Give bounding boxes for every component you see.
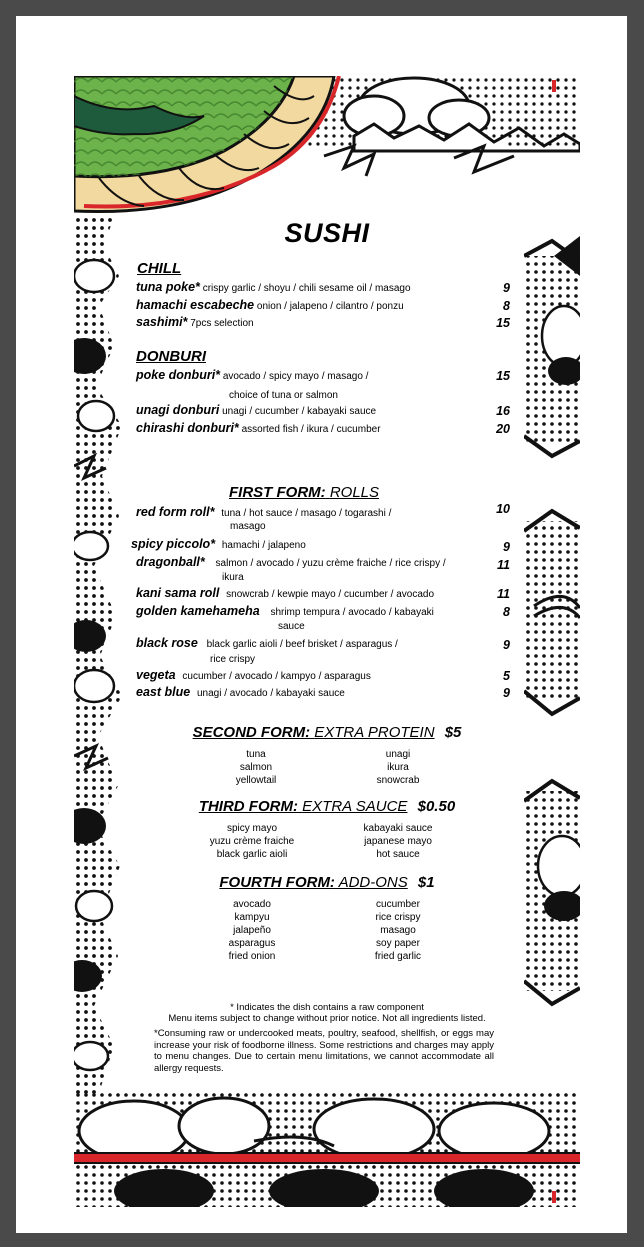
list-item: soy paper [376, 938, 420, 949]
item-price: 8 [503, 299, 510, 313]
list-item [136, 369, 368, 383]
heading-light: ROLLS [329, 484, 380, 501]
item-name: spicy piccolo* [131, 537, 216, 551]
menu-page [74, 76, 580, 1207]
section-heading-extra-protein [74, 724, 580, 741]
list-item: unagi [385, 749, 411, 760]
item-price: 9 [503, 686, 510, 700]
item-name: black rose [136, 636, 198, 650]
item-desc: shrimp tempura / avocado / kabayaki [270, 607, 434, 618]
option-list-right [328, 748, 468, 787]
list-item [136, 556, 446, 570]
item-name: red form roll* [136, 505, 215, 519]
item-price: 11 [497, 558, 510, 572]
list-item: spicy mayo [226, 823, 277, 834]
list-item: masago [380, 925, 416, 936]
raw-component-note: * Indicates the dish contains a raw component [230, 1002, 424, 1013]
option-list-right [328, 898, 468, 963]
left-border-decoration [74, 216, 129, 1096]
item-name: poke donburi* [136, 368, 221, 382]
item-price: 5 [503, 669, 510, 683]
heading-bold: FOURTH FORM: [219, 874, 335, 891]
section-heading-extra-sauce [74, 798, 580, 815]
item-price: 9 [503, 281, 510, 295]
item-desc: cucumber / avocado / kampyo / asparagus [182, 671, 371, 682]
list-item: black garlic aioli [216, 849, 288, 860]
item-name: east blue [136, 685, 191, 699]
heading-light [298, 798, 407, 815]
heading-light-text: ADD-ONS [338, 874, 408, 891]
heading-bold: THIRD FORM: [198, 798, 298, 815]
item-name: hamachi escabeche [136, 298, 255, 312]
item-desc: tuna / hot sauce / masago / togarashi / [221, 508, 392, 519]
item-name: golden kamehameha [136, 604, 260, 618]
item-price: 9 [503, 540, 510, 554]
item-desc: 7pcs selection [190, 318, 254, 329]
list-item [136, 422, 381, 436]
page-title: SUSHI [284, 218, 370, 248]
list-item: salmon [239, 762, 273, 773]
heading-bold: SECOND FORM: [192, 724, 311, 741]
item-desc-line2: rice crispy [210, 654, 256, 665]
option-list-right [328, 822, 468, 861]
item-price: 8 [503, 605, 510, 619]
item-name: dragonball* [136, 555, 205, 569]
item-name: tuna poke* [136, 280, 200, 294]
option-list-left [182, 822, 322, 861]
list-item [136, 506, 391, 520]
heading-light [310, 724, 434, 741]
section-heading-chill: CHILL [137, 260, 182, 277]
item-price: 15 [496, 369, 510, 383]
list-item [136, 299, 404, 313]
list-item [136, 669, 371, 683]
item-desc: salmon / avocado / yuzu crème fraiche / rice crispy / [215, 558, 446, 569]
list-item: cucumber [376, 899, 420, 910]
heading-price: $1 [417, 874, 435, 891]
item-desc-line2: masago [230, 521, 266, 532]
item-name: unagi donburi [136, 403, 220, 417]
bottom-cloud-decoration [74, 1091, 580, 1207]
list-item: hot sauce [376, 849, 420, 860]
item-price: 15 [496, 316, 510, 330]
item-name: vegeta [136, 668, 176, 682]
list-item: yellowtail [235, 775, 277, 786]
dragon-illustration [74, 76, 580, 226]
list-item [136, 686, 345, 700]
item-desc-line2: ikura [222, 572, 244, 583]
list-item: rice crispy [375, 912, 421, 923]
list-item: fried garlic [374, 951, 422, 962]
list-item [131, 538, 306, 552]
section-heading-donburi: DONBURI [136, 348, 206, 365]
item-desc: onion / jalapeno / cilantro / ponzu [256, 301, 404, 312]
list-item: yuzu crème fraiche [209, 836, 295, 847]
item-desc: unagi / avocado / kabayaki sauce [196, 688, 345, 699]
item-name: chirashi donburi* [136, 421, 239, 435]
item-desc-line2: sauce [278, 621, 305, 632]
item-desc: assorted fish / ikura / cucumber [241, 424, 381, 435]
item-price: 16 [496, 404, 510, 418]
section-heading-add-ons [74, 874, 580, 891]
list-item: kampyu [234, 912, 270, 923]
list-item: jalapeño [233, 925, 271, 936]
item-desc: crispy garlic / shoyu / chili sesame oil / masago [202, 283, 411, 294]
heading-light-text: EXTRA SAUCE [302, 798, 408, 815]
item-name: kani sama roll [136, 586, 220, 600]
list-item: avocado [233, 899, 271, 910]
item-desc: unagi / cucumber / kabayaki sauce [222, 406, 377, 417]
item-desc: avocado / spicy mayo / masago / [222, 371, 369, 382]
list-item: tuna [246, 749, 266, 760]
item-desc-line2: choice of tuna or salmon [229, 390, 338, 401]
item-desc: hamachi / jalapeno [221, 540, 306, 551]
option-list-left [186, 748, 326, 787]
list-item [136, 587, 434, 601]
right-border-decoration [524, 236, 580, 1106]
list-item: snowcrab [376, 775, 420, 786]
heading-light-text: EXTRA PROTEIN [314, 724, 435, 741]
list-item: asparagus [228, 938, 276, 949]
heading-price: $5 [444, 724, 462, 741]
option-list-left [182, 898, 322, 963]
item-price: 11 [497, 587, 510, 601]
document-frame [16, 16, 627, 1233]
food-safety-warning: *Consuming raw or undercooked meats, poultry, seafood, shellfish, or eggs may increase your risk of foodborne illness. Some restrictions and charges may apply to menu changes. Due to certain menu limitations, we cannot accommodate all allergy requests. [154, 1028, 494, 1074]
list-item: kabayaki sauce [363, 823, 433, 834]
list-item [136, 281, 411, 295]
list-item: japanese mayo [364, 836, 432, 847]
list-item [136, 316, 254, 330]
item-desc: snowcrab / kewpie mayo / cucumber / avocado [226, 589, 435, 600]
list-item: ikura [387, 762, 409, 773]
item-price: 10 [496, 502, 510, 516]
item-desc: black garlic aioli / beef brisket / asparagus / [206, 639, 398, 650]
red-divider-bar [74, 1152, 580, 1164]
heading-light [335, 874, 408, 891]
item-price: 9 [503, 638, 510, 652]
heading-bold: FIRST FORM: [229, 484, 326, 501]
list-item [136, 637, 398, 651]
menu-change-note: Menu items subject to change without prior notice. Not all ingredients listed. [168, 1013, 486, 1024]
list-item [136, 605, 434, 619]
item-name: sashimi* [136, 315, 188, 329]
item-price: 20 [496, 422, 510, 436]
heading-price: $0.50 [417, 798, 456, 815]
list-item [136, 404, 376, 418]
section-heading-rolls [229, 484, 379, 501]
list-item: fried onion [228, 951, 276, 962]
